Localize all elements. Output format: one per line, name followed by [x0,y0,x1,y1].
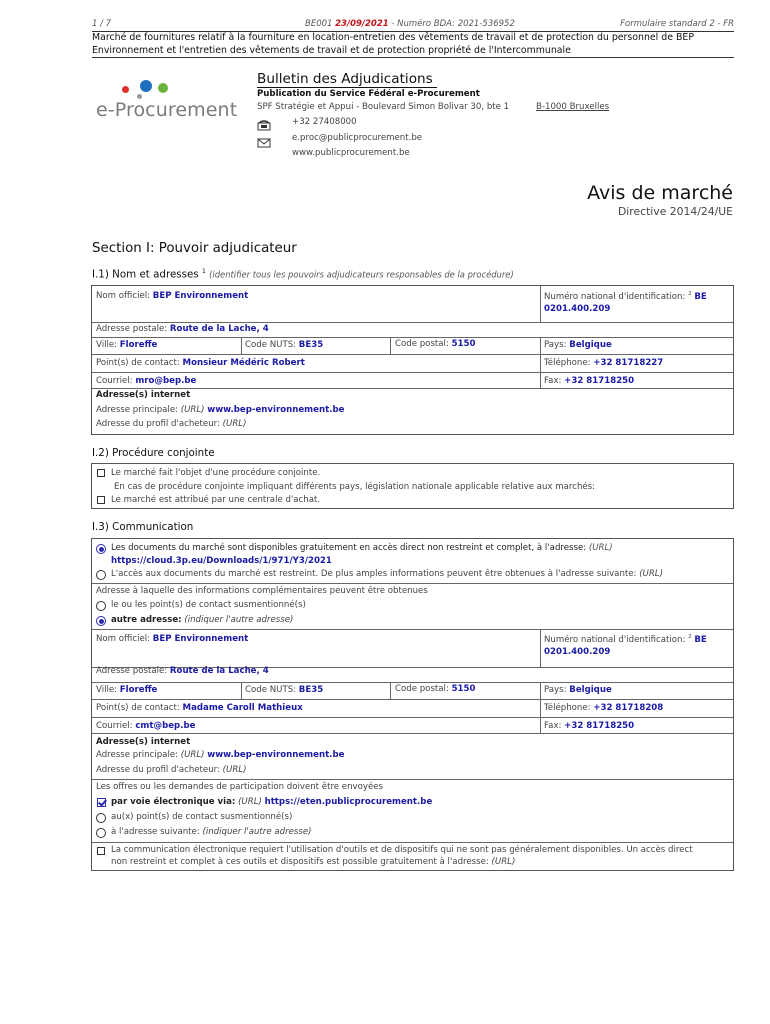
section-title: Section I: Pouvoir adjudicateur [92,241,297,256]
postal-address-field [96,324,269,334]
tools-url-hint: (URL) [491,857,516,867]
offers-electronic-checkbox[interactable] [97,798,106,807]
subsection-1-1 [92,268,514,280]
docs-url-hint: (URL) [588,543,613,553]
offers-url-hint: (URL) [238,797,262,807]
info-other-note: (indiquer l'autre adresse) [184,615,294,625]
contact-field [96,358,305,368]
email-label: Courriel: [96,376,133,386]
contact-value: Monsieur Médéric Robert [182,358,305,368]
national-id-value-2: 0201.400.209 [544,647,611,657]
offers-heading: Les offres ou les demandes de participation doivent être envoyées [96,782,384,792]
country-label-2: Pays: [544,685,567,695]
tools-text-line2 [111,857,515,867]
phone-value: +32 81718227 [593,358,664,368]
subsection-1-2-title: I.2) Procédure conjointe [92,447,215,459]
publisher-city: B-1000 Bruxelles [536,102,610,112]
publication-date: 23/09/2021 [335,19,389,29]
country-value: Belgique [569,340,612,350]
internet-addresses-heading-2: Adresse(s) internet [96,737,191,747]
city-value-2: Floreffe [119,685,158,695]
email-field [96,376,196,386]
ref-prefix: BE001 [305,19,333,29]
main-address-value-2[interactable]: www.bep-environnement.be [207,750,345,760]
central-purchasing-text: Le marché est attribué par une centrale d'achat. [111,495,321,505]
fax-field-2 [544,721,634,731]
fax-field [544,376,634,386]
docs-restricted-radio[interactable] [96,570,106,580]
city-field-2 [96,685,157,695]
subsection-1-1-note: (identifier tous les pouvoirs adjudicateurs responsables de la procédure) [209,269,514,280]
page-number: 1 / 7 [92,19,112,29]
docs-free-text [111,543,613,553]
url-hint: (URL) [180,405,205,415]
subsection-1-1-title: I.1) Nom et adresses [92,268,199,281]
phone-field [544,358,663,368]
national-id-footnote: 2 [688,291,692,297]
country-field-2 [544,685,612,695]
docs-restricted-text [111,569,663,579]
city-field [96,340,157,350]
postcode-field-2 [395,684,476,694]
directive: Directive 2014/24/UE [617,205,733,218]
contact-value-2: Madame Caroll Mathieux [182,703,303,713]
publisher-address: SPF Stratégie et Appui - Boulevard Simon Bolivar 30, bte 1 [257,102,510,112]
national-id-field-2 [544,634,707,645]
publisher-website[interactable]: www.publicprocurement.be [292,148,410,158]
nuts-value: BE35 [298,340,324,350]
main-address-label-2: Adresse principale: [96,750,179,760]
title-rule [92,57,734,58]
main-address-label: Adresse principale: [96,405,179,415]
official-name-label-2: Nom officiel: [96,634,151,644]
nuts-label-2: Code NUTS: [245,685,297,695]
buyer-profile-field [96,419,246,429]
buyer-profile-label-2: Adresse du profil d'acheteur: [96,765,220,775]
internet-addresses-heading: Adresse(s) internet [96,390,191,400]
offers-address-text [111,827,312,837]
joint-procurement-box [91,463,734,509]
email-field-2 [96,721,195,731]
phone-value-2: +32 81718208 [593,703,664,713]
fax-label: Fax: [544,376,562,386]
docs-free-label: Les documents du marché sont disponibles gratuitement en accès direct non restreint et complet, à l'adresse: [111,543,587,553]
fax-label-2: Fax: [544,721,562,731]
docs-free-radio[interactable] [96,544,106,554]
tools-text-line2-label: non restreint et complet à ces outils et dispositifs est possible gratuitement à l'adresse: [111,857,489,867]
contact-field-2 [96,703,303,713]
main-address-value[interactable]: www.bep-environnement.be [207,405,345,415]
offers-address-label: à l'adresse suivante: [111,827,200,837]
nuts-field [245,340,323,350]
country-value-2: Belgique [569,685,612,695]
offers-contact-text: au(x) point(s) de contact susmentionné(s) [111,812,293,822]
phone-field-2 [544,703,663,713]
contract-title-line1: Marché de fournitures relatif à la fourniture en location-entretien des vêtements de travail et de protection du personnel de BEP [92,32,694,43]
nuts-field-2 [245,685,323,695]
contract-title [92,32,734,57]
offers-url[interactable]: https://eten.publicprocurement.be [264,797,433,807]
publisher-phone: +32 27408000 [292,117,357,127]
joint-law-text: En cas de procédure conjointe impliquant différents pays, législation nationale applicable relative aux marchés: [114,482,596,492]
national-id-field [544,291,707,302]
offers-address-note: (indiquer l'autre adresse) [202,827,312,837]
bulletin-underline [257,87,437,88]
email-value-2[interactable]: cmt@bep.be [135,721,196,731]
info-address-heading: Adresse à laquelle des informations complémentaires peuvent être obtenues [96,586,428,596]
country-label: Pays: [544,340,567,350]
buyer-profile-label: Adresse du profil d'acheteur: [96,419,220,429]
buyer-profile-field-2 [96,765,246,775]
docs-restricted-url-hint: (URL) [639,569,663,579]
city-label-2: Ville: [96,685,118,695]
subsection-1-3-title: I.3) Communication [92,521,194,533]
postcode-field [395,339,476,349]
postal-address-label-2: Adresse postale: [96,666,168,676]
offers-electronic-text [111,797,432,807]
contract-title-line2: Environnement et l'entretien des vêtements de travail et de protection propriété de l'Intercommunale [92,44,571,56]
fax-value-2: +32 81718250 [564,721,635,731]
country-field [544,340,612,350]
info-other-label: autre adresse: [111,615,182,625]
city-label: Ville: [96,340,118,350]
buyer-profile-url-hint: (URL) [222,419,247,429]
mail-icon [257,133,271,152]
contracting-authority-box [91,285,734,435]
official-name-value-2: BEP Environnement [152,634,249,644]
national-id-prefix-2: BE [694,634,707,645]
info-contact-radio[interactable] [96,601,106,611]
offers-electronic-label: par voie électronique via: [111,797,236,807]
notice-title: Avis de marché [587,182,733,204]
postcode-value-2: 5150 [451,684,476,694]
official-name-value: BEP Environnement [152,291,249,301]
joint-procedure-checkbox[interactable] [97,469,105,477]
docs-url[interactable]: https://cloud.3p.eu/Downloads/1/971/Y3/2021 [111,556,332,566]
national-id-label: Numéro national d'identification: [544,291,686,302]
official-name-field [96,291,248,301]
phone-label: Téléphone: [544,358,591,368]
postcode-label-2: Code postal: [395,684,449,694]
buyer-profile-url-hint-2: (URL) [222,765,247,775]
postcode-value: 5150 [451,339,476,349]
footnote-ref: 1 [202,268,206,275]
postal-address-value-2: Route de la Lache, 4 [169,666,269,676]
official-name-field-2 [96,634,248,644]
contact-label: Point(s) de contact: [96,358,180,368]
bulletin-title: Bulletin des Adjudications [257,71,433,87]
offers-address-radio[interactable] [96,828,106,838]
form-name: Formulaire standard 2 - FR [620,19,734,29]
national-id-label-2: Numéro national d'identification: [544,634,686,645]
fax-value: +32 81718250 [564,376,635,386]
bda-number: - Numéro BDA: 2021-536952 [388,19,515,29]
official-name-label: Nom officiel: [96,291,151,301]
phone-label-2: Téléphone: [544,703,591,713]
postcode-label: Code postal: [395,339,449,349]
tools-text-line1: La communication électronique requiert l'utilisation d'outils et de dispositifs qui ne sont pas généralement disponibles. Un accès direct [111,845,693,855]
communication-box [91,538,734,871]
email-value[interactable]: mro@bep.be [135,376,197,386]
main-address-field-2 [96,750,344,760]
info-contact-text: le ou les point(s) de contact susmentionné(s) [111,600,306,610]
nuts-value-2: BE35 [298,685,324,695]
tools-checkbox[interactable] [97,847,105,855]
info-other-text [111,615,293,625]
offers-contact-radio[interactable] [96,813,106,823]
national-id-footnote-2: 2 [688,634,692,640]
main-address-field [96,405,344,415]
postal-address-field-2 [96,666,269,676]
publisher-email[interactable]: e.proc@publicprocurement.be [292,133,423,143]
reference [305,19,515,29]
nuts-label: Code NUTS: [245,340,297,350]
docs-restricted-label: L'accès aux documents du marché est restreint. De plus amples informations peuvent être obtenues à l'adresse suivante: [111,569,637,579]
national-id-prefix: BE [694,291,707,302]
central-purchasing-checkbox[interactable] [97,496,105,504]
postal-address-value: Route de la Lache, 4 [169,324,269,334]
postal-address-label: Adresse postale: [96,324,168,334]
email-label-2: Courriel: [96,721,133,731]
joint-procedure-text: Le marché fait l'objet d'une procédure conjointe. [111,468,321,478]
page-header [92,19,734,31]
info-other-radio[interactable] [96,616,106,626]
contact-label-2: Point(s) de contact: [96,703,180,713]
publisher: Publication du Service Fédéral e-Procurement [257,89,480,99]
national-id-value: 0201.400.209 [544,304,611,314]
main-address-url-hint-2: (URL) [180,750,205,760]
logo-text: e-Procurement [96,99,238,121]
city-value: Floreffe [119,340,158,350]
